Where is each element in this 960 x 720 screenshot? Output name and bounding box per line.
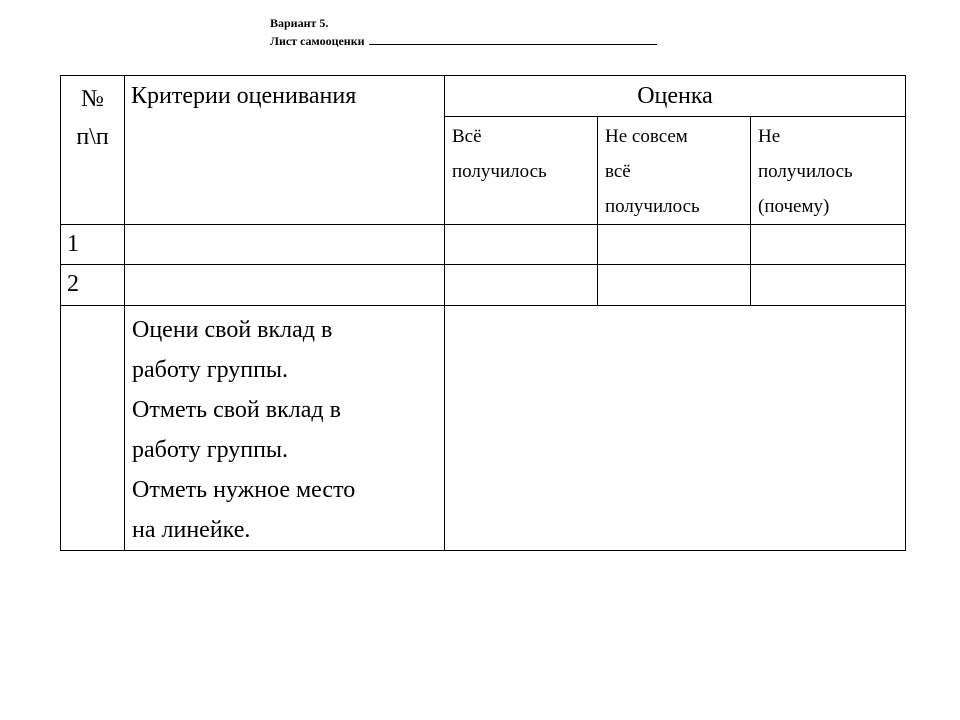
table-row	[61, 265, 906, 306]
contribution-row	[61, 306, 906, 551]
contribution-instructions	[125, 306, 445, 551]
grade-fail-line: Не	[758, 126, 781, 147]
number-column-header	[61, 76, 125, 225]
grade-all-line: Всё	[452, 126, 482, 147]
instruction-line: Отметь свой вклад в	[132, 397, 341, 423]
sheet-title: Лист самооценки	[270, 34, 365, 48]
grade-fail-line: получилось	[758, 161, 853, 182]
grade-partial-header	[598, 117, 751, 225]
grade-partial-line: получилось	[605, 196, 700, 217]
instruction-line: на линейке.	[132, 517, 251, 543]
grade-all-line: получилось	[452, 161, 547, 182]
grade-all-header	[445, 117, 598, 225]
grade-fail-cell[interactable]	[751, 225, 906, 265]
criteria-label: Критерии оценивания	[131, 83, 357, 109]
grade-column-header: Оценка	[445, 76, 906, 117]
grade-fail-cell[interactable]	[751, 265, 906, 306]
instruction-line: Отметь нужное место	[132, 477, 356, 503]
grade-fail-header	[751, 117, 906, 225]
grade-partial-cell[interactable]	[598, 265, 751, 306]
name-blank-line[interactable]	[369, 33, 657, 45]
criteria-cell[interactable]	[125, 225, 445, 265]
criteria-cell[interactable]	[125, 265, 445, 306]
instruction-line: Оцени свой вклад в	[132, 317, 333, 343]
grade-all-cell[interactable]	[445, 265, 598, 306]
grade-fail-line: (почему)	[758, 196, 830, 217]
variant-label: Вариант 5.	[270, 16, 329, 30]
table-header-row	[61, 76, 906, 117]
grade-partial-line: всё	[605, 161, 631, 182]
sheet-title-line	[270, 32, 657, 50]
grade-all-cell[interactable]	[445, 225, 598, 265]
table-row	[61, 225, 906, 265]
instruction-line: работу группы.	[132, 437, 289, 463]
row-number: 1	[61, 225, 125, 265]
self-assessment-table	[60, 75, 906, 551]
contribution-number-cell	[61, 306, 125, 551]
criteria-column-header	[125, 76, 445, 225]
number-abbrev: п\п	[76, 124, 109, 150]
row-number: 2	[61, 265, 125, 306]
grade-partial-cell[interactable]	[598, 225, 751, 265]
grade-partial-line: Не совсем	[605, 126, 688, 147]
instruction-line: работу группы.	[132, 357, 289, 383]
worksheet-header	[270, 14, 657, 50]
contribution-ruler-area[interactable]	[445, 306, 906, 551]
number-symbol: №	[81, 86, 104, 112]
